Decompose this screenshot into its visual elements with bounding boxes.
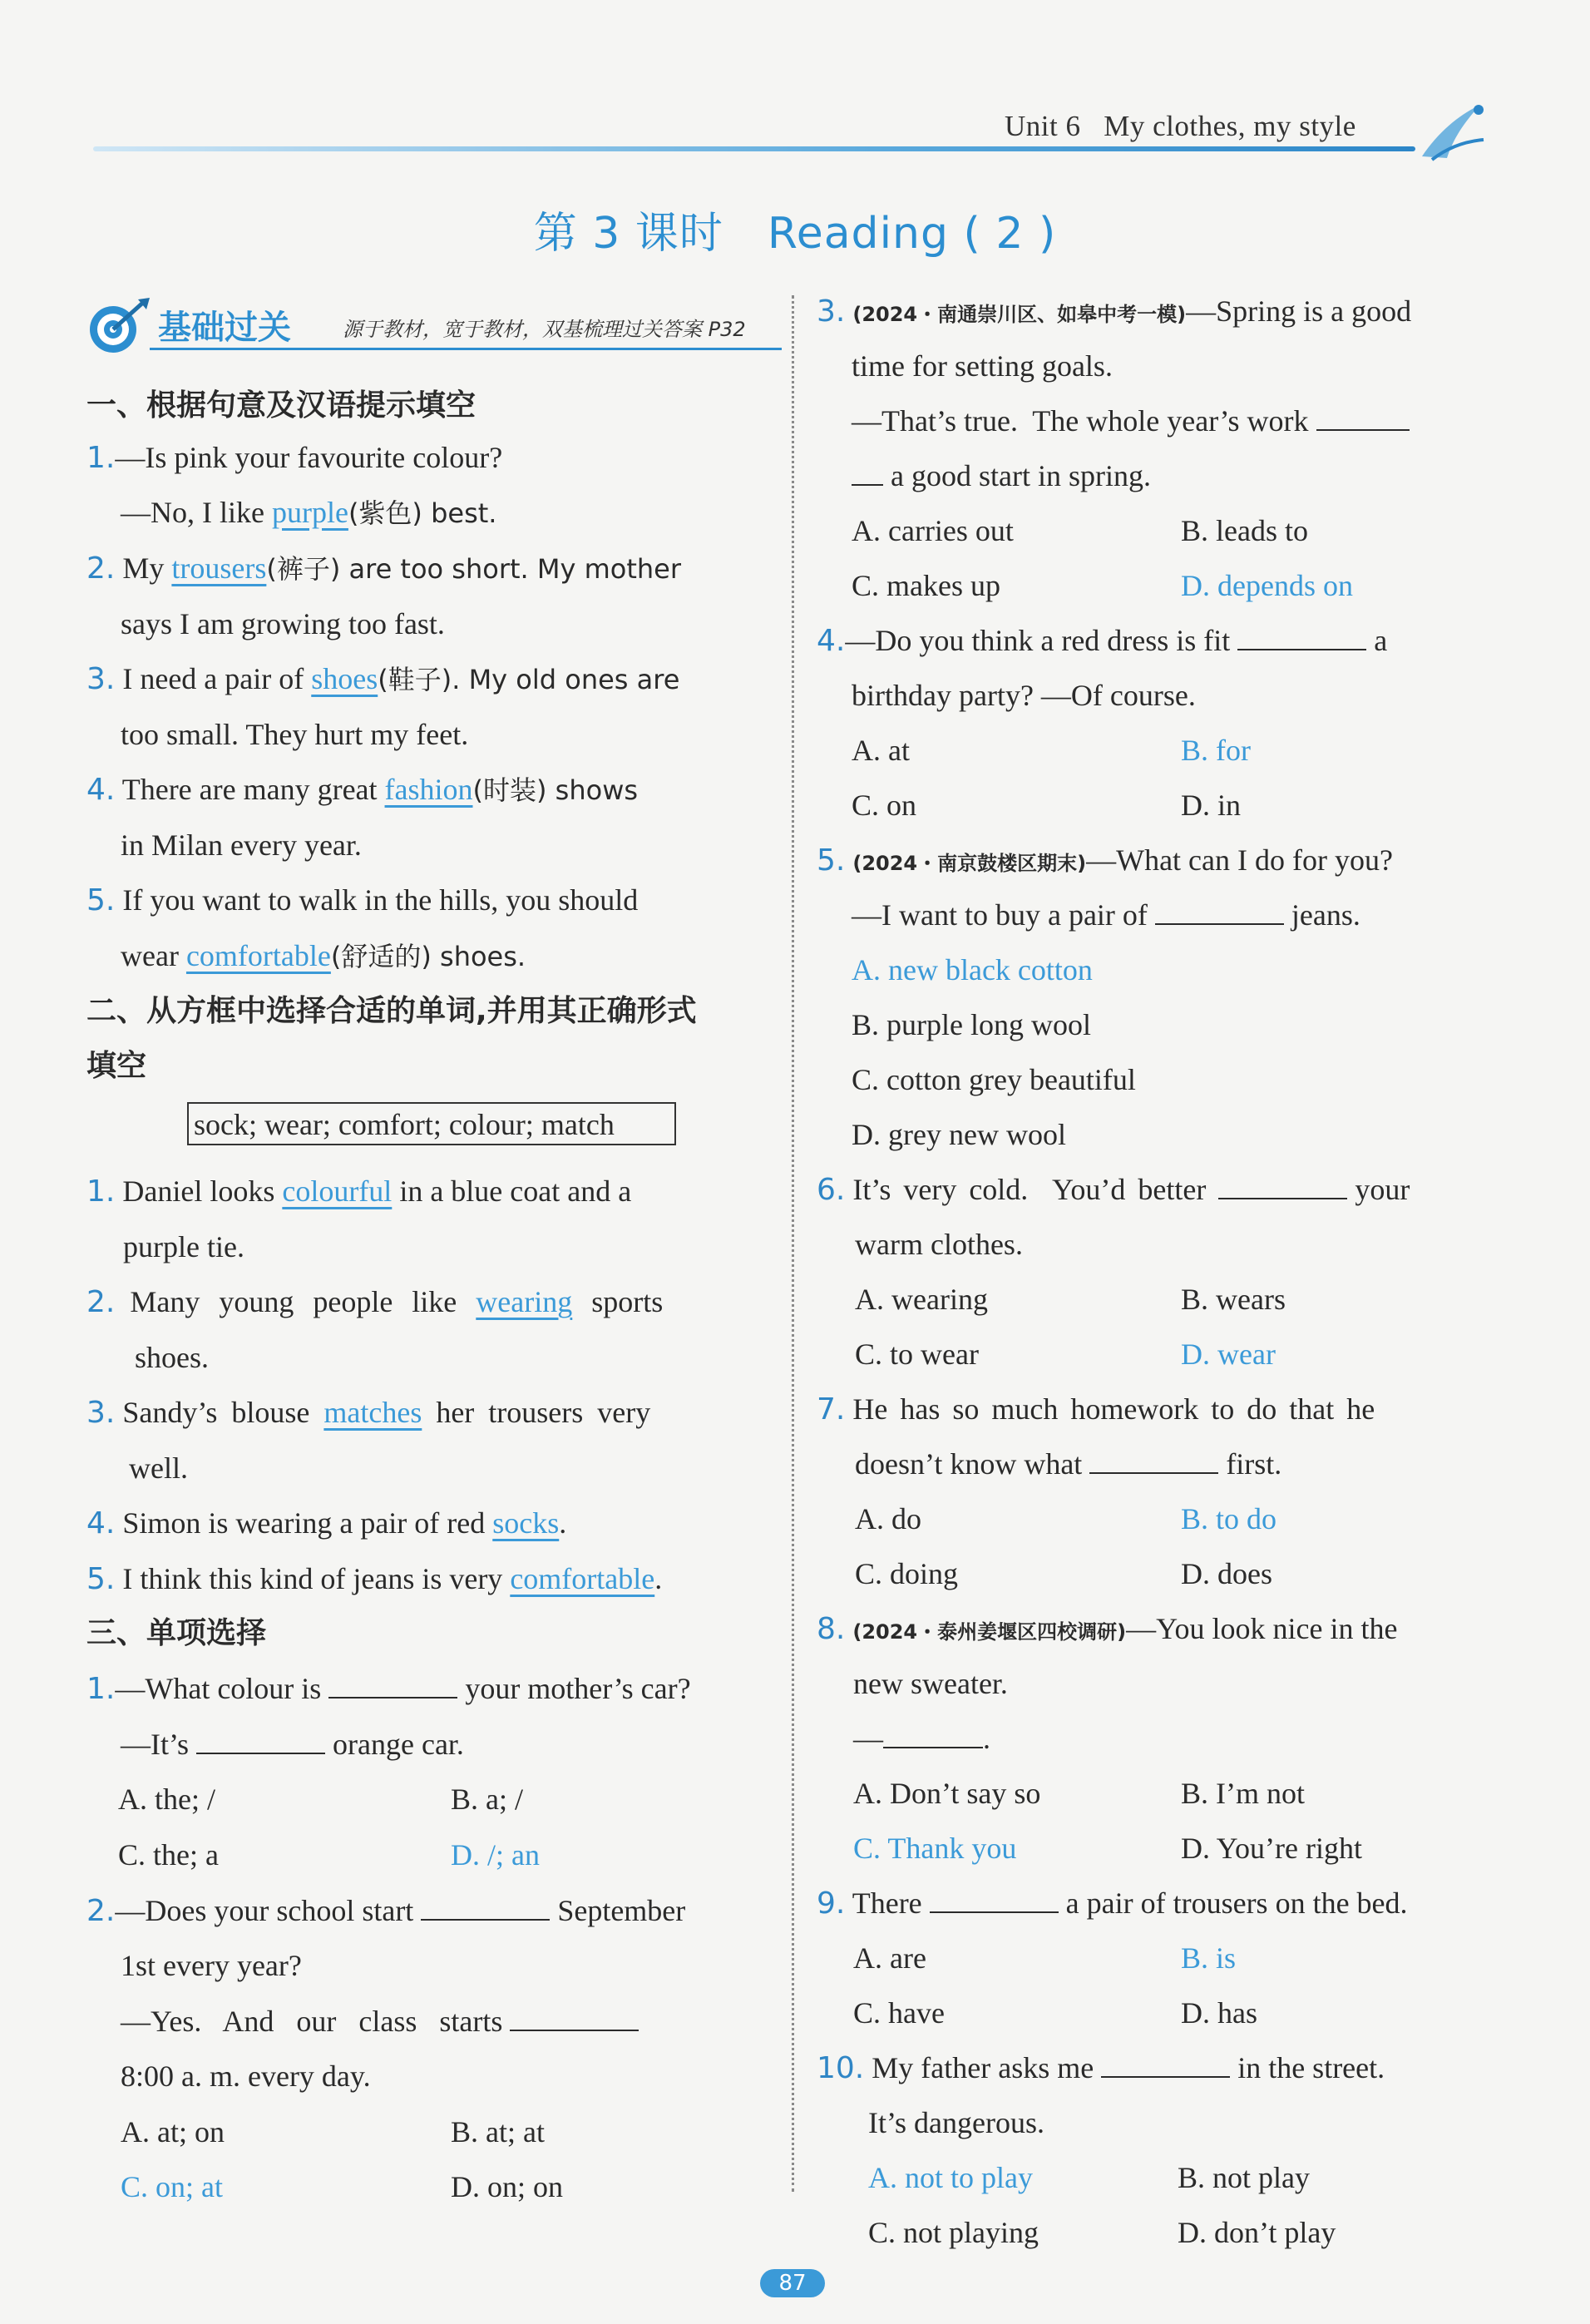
s1-q2-line1: 2. My trousers(裤子) are too short. My mother: [86, 551, 682, 586]
answer-blank: [1237, 647, 1366, 650]
s3-q1-option-a: A. the; /: [118, 1783, 215, 1816]
s3-q8-option-d: D. You’re right: [1181, 1832, 1363, 1865]
s3-q3-line2: time for setting goals.: [852, 349, 1113, 383]
s3-q8-option-b: B. I’m not: [1181, 1777, 1305, 1810]
s3-q1-option-c: C. the; a: [118, 1838, 219, 1872]
s3-q1-option-d-correct: D. /; an: [451, 1838, 540, 1872]
s3-q7-option-c: C. doing: [855, 1557, 959, 1590]
answer-blank: [510, 2028, 639, 2031]
s3-q6-option-a: A. wearing: [855, 1283, 988, 1316]
answer-blank: [1316, 428, 1410, 431]
s3-q5-line1: 5. (2024・南京鼓楼区期末)—What can I do for you?: [817, 843, 1393, 878]
answer-text: shoes: [311, 662, 378, 695]
s3-q7-option-a: A. do: [855, 1502, 921, 1535]
badge-rule: [150, 348, 782, 350]
answer-blank: [328, 1695, 457, 1698]
s3-q7-option-d: D. does: [1181, 1557, 1272, 1590]
s1-q5-line2: wear comfortable(舒适的) shoes.: [121, 939, 526, 972]
s3-q2-option-a: A. at; on: [121, 2115, 225, 2148]
s3-q3-line1: 3. (2024・南通崇川区、如皋中考一模)—Spring is a good: [817, 294, 1412, 329]
answer-blank: [196, 1751, 325, 1754]
section2-heading: 二、从方框中选择合适的单词,并用其正确形式: [86, 994, 697, 1028]
s3-q3-option-b: B. leads to: [1181, 514, 1308, 547]
s2-q1-line1: 1. Daniel looks colourful in a blue coat and a: [86, 1174, 632, 1209]
answer-text: socks: [492, 1506, 560, 1540]
s3-q9-option-c: C. have: [853, 1996, 945, 2030]
s3-q5-option-c: C. cotton grey beautiful: [852, 1063, 1136, 1096]
s3-q6-option-d-correct: D. wear: [1181, 1338, 1276, 1371]
s1-q1-line2: —No, I like purple(紫色) best.: [121, 496, 497, 529]
s3-q7-option-b-correct: B. to do: [1181, 1502, 1277, 1535]
badge-subtitle: 源于教材，宽于教材，双基梳理过关答案 P32: [343, 318, 746, 341]
s3-q3-line3: —That’s true. The whole year’s work: [852, 406, 1410, 436]
answer-blank: [1089, 1471, 1218, 1474]
target-icon: [83, 296, 155, 356]
badge-title: 基础过关: [158, 309, 291, 347]
answer-text: trousers: [171, 551, 267, 585]
s1-q4-line1: 4. There are many great fashion(时装) shows: [86, 773, 639, 807]
s3-q2-line2: 1st every year?: [121, 1949, 302, 1982]
answer-text: colourful: [282, 1174, 393, 1208]
s2-q2-line1: 2. Many young people like wearing sports: [86, 1285, 664, 1319]
s3-q7-line1: 7. He has so much homework to do that he: [817, 1392, 1375, 1427]
s2-q3-line1: 3. Sandy’s blouse matches her trousers very: [86, 1396, 651, 1430]
s3-q8-option-a: A. Don’t say so: [853, 1777, 1041, 1810]
s1-q4-line2: in Milan every year.: [121, 828, 362, 862]
s3-q4-option-a: A. at: [852, 734, 910, 767]
unit-header: [1005, 110, 1356, 143]
lesson-title: 第 3 课时 Reading ( 2 ): [533, 209, 1057, 259]
s3-q9-line1: 9. There a pair of trousers on the bed.: [817, 1886, 1408, 1921]
s3-q5-line2: —I want to buy a pair of jeans.: [852, 898, 1360, 932]
s3-q10-option-a-correct: A. not to play: [868, 2161, 1033, 2194]
s3-q9-option-b-correct: B. is: [1181, 1941, 1237, 1975]
page-number: 87: [760, 2269, 825, 2297]
s3-q5-option-d: D. grey new wool: [852, 1118, 1066, 1151]
s3-q8-option-c-correct: C. Thank you: [853, 1832, 1017, 1865]
answer-text: comfortable: [510, 1562, 655, 1595]
s3-q9-option-a: A. are: [853, 1941, 926, 1975]
s1-q5-line1: 5. If you want to walk in the hills, you should: [86, 883, 639, 917]
swoosh-icon: [1414, 98, 1489, 165]
s3-q2-line3: —Yes. And our class starts: [121, 2006, 639, 2036]
s2-q2-line2: shoes.: [135, 1341, 209, 1374]
answer-blank: [883, 1745, 983, 1748]
section3-heading: 三、单项选择: [86, 1616, 267, 1650]
s1-q2-line2: says I am growing too fast.: [121, 607, 445, 640]
s3-q5-option-a-correct: A. new black cotton: [852, 953, 1093, 986]
s3-q8-line3: — .: [853, 1722, 990, 1755]
s3-q6-line1: 6. It’s very cold. You’d better your: [817, 1173, 1410, 1207]
unit-label: Unit 6: [1005, 110, 1081, 142]
s3-q4-option-d: D. in: [1181, 789, 1241, 822]
s3-q10-option-d: D. don’t play: [1178, 2216, 1336, 2249]
s1-q3-line1: 3. I need a pair of shoes(鞋子). My old ones are: [86, 662, 680, 696]
s3-q4-option-b-correct: B. for: [1181, 734, 1251, 767]
s3-q4-line2: birthday party? —Of course.: [852, 679, 1196, 712]
s3-q6-line2: warm clothes.: [855, 1228, 1023, 1261]
s3-q5-option-b: B. purple long wool: [852, 1008, 1091, 1041]
s3-q2-line1: 2.—Does your school start September: [86, 1894, 686, 1928]
s3-q7-line2: doesn’t know what first.: [855, 1447, 1282, 1481]
source-tag: (2024・南京鼓楼区期末): [852, 852, 1087, 875]
s2-q4: 4. Simon is wearing a pair of red socks.: [86, 1506, 567, 1540]
source-tag: (2024・南通崇川区、如皋中考一模): [852, 303, 1187, 326]
answer-blank: [1155, 922, 1284, 925]
s3-q4-option-c: C. on: [852, 789, 917, 822]
source-tag: (2024・泰州姜堰区四校调研): [852, 1620, 1127, 1644]
s3-q10-option-b: B. not play: [1178, 2161, 1310, 2194]
s3-q4-line1: 4.—Do you think a red dress is fit a: [817, 624, 1388, 658]
s2-q5: 5. I think this kind of jeans is very comfortable.: [86, 1562, 663, 1596]
section-badge: [83, 296, 782, 354]
s3-q8-line2: new sweater.: [853, 1667, 1008, 1700]
section2-heading-cont: 填空: [86, 1049, 147, 1083]
s3-q9-option-d: D. has: [1181, 1996, 1257, 2030]
answer-text: comfortable: [185, 939, 331, 972]
s3-q2-option-d: D. on; on: [451, 2170, 563, 2203]
s3-q3-line4: a good start in spring.: [852, 461, 1151, 491]
answer-text: fashion: [384, 773, 473, 806]
answer-blank: [1218, 1196, 1347, 1199]
s2-q1-line2: purple tie.: [123, 1230, 244, 1263]
s3-q1-option-b: B. a; /: [451, 1783, 523, 1816]
s3-q1-line2: —It’s orange car.: [121, 1728, 464, 1761]
header-rule: [93, 146, 1415, 151]
s1-q3-line2: too small. They hurt my feet.: [121, 718, 469, 751]
s3-q3-option-c: C. makes up: [852, 569, 1000, 602]
answer-blank: [421, 1917, 550, 1921]
s1-q1-line1: 1.—Is pink your favourite colour?: [86, 441, 503, 475]
answer-text: wearing: [476, 1285, 573, 1318]
s3-q10-option-c: C. not playing: [868, 2216, 1039, 2249]
s3-q10-line1: 10. My father asks me in the street.: [817, 2051, 1385, 2085]
s3-q6-option-b: B. wears: [1181, 1283, 1286, 1316]
answer-blank: [852, 482, 883, 486]
s3-q6-option-c: C. to wear: [855, 1338, 979, 1371]
answer-blank: [930, 1910, 1059, 1913]
s3-q3-option-a: A. carries out: [852, 514, 1014, 547]
s3-q2-line4: 8:00 a. m. every day.: [121, 2059, 371, 2093]
section1-heading: 一、根据句意及汉语提示填空: [86, 388, 477, 423]
word-box: sock; wear; comfort; colour; match: [187, 1102, 676, 1145]
s3-q10-line2: It’s dangerous.: [868, 2106, 1044, 2139]
s3-q1-line1: 1.—What colour is your mother’s car?: [86, 1672, 691, 1706]
s2-q3-line2: well.: [129, 1451, 188, 1485]
column-divider: [792, 295, 794, 2192]
s3-q8-line1: 8. (2024・泰州姜堰区四校调研)—You look nice in the: [817, 1612, 1398, 1646]
s3-q2-option-b: B. at; at: [451, 2115, 545, 2148]
unit-title: My clothes, my style: [1104, 110, 1356, 142]
answer-text: purple: [271, 496, 348, 529]
s3-q2-option-c-correct: C. on; at: [121, 2170, 223, 2203]
s3-q3-option-d-correct: D. depends on: [1181, 569, 1353, 602]
answer-blank: [1101, 2074, 1230, 2078]
answer-text: matches: [323, 1396, 422, 1429]
